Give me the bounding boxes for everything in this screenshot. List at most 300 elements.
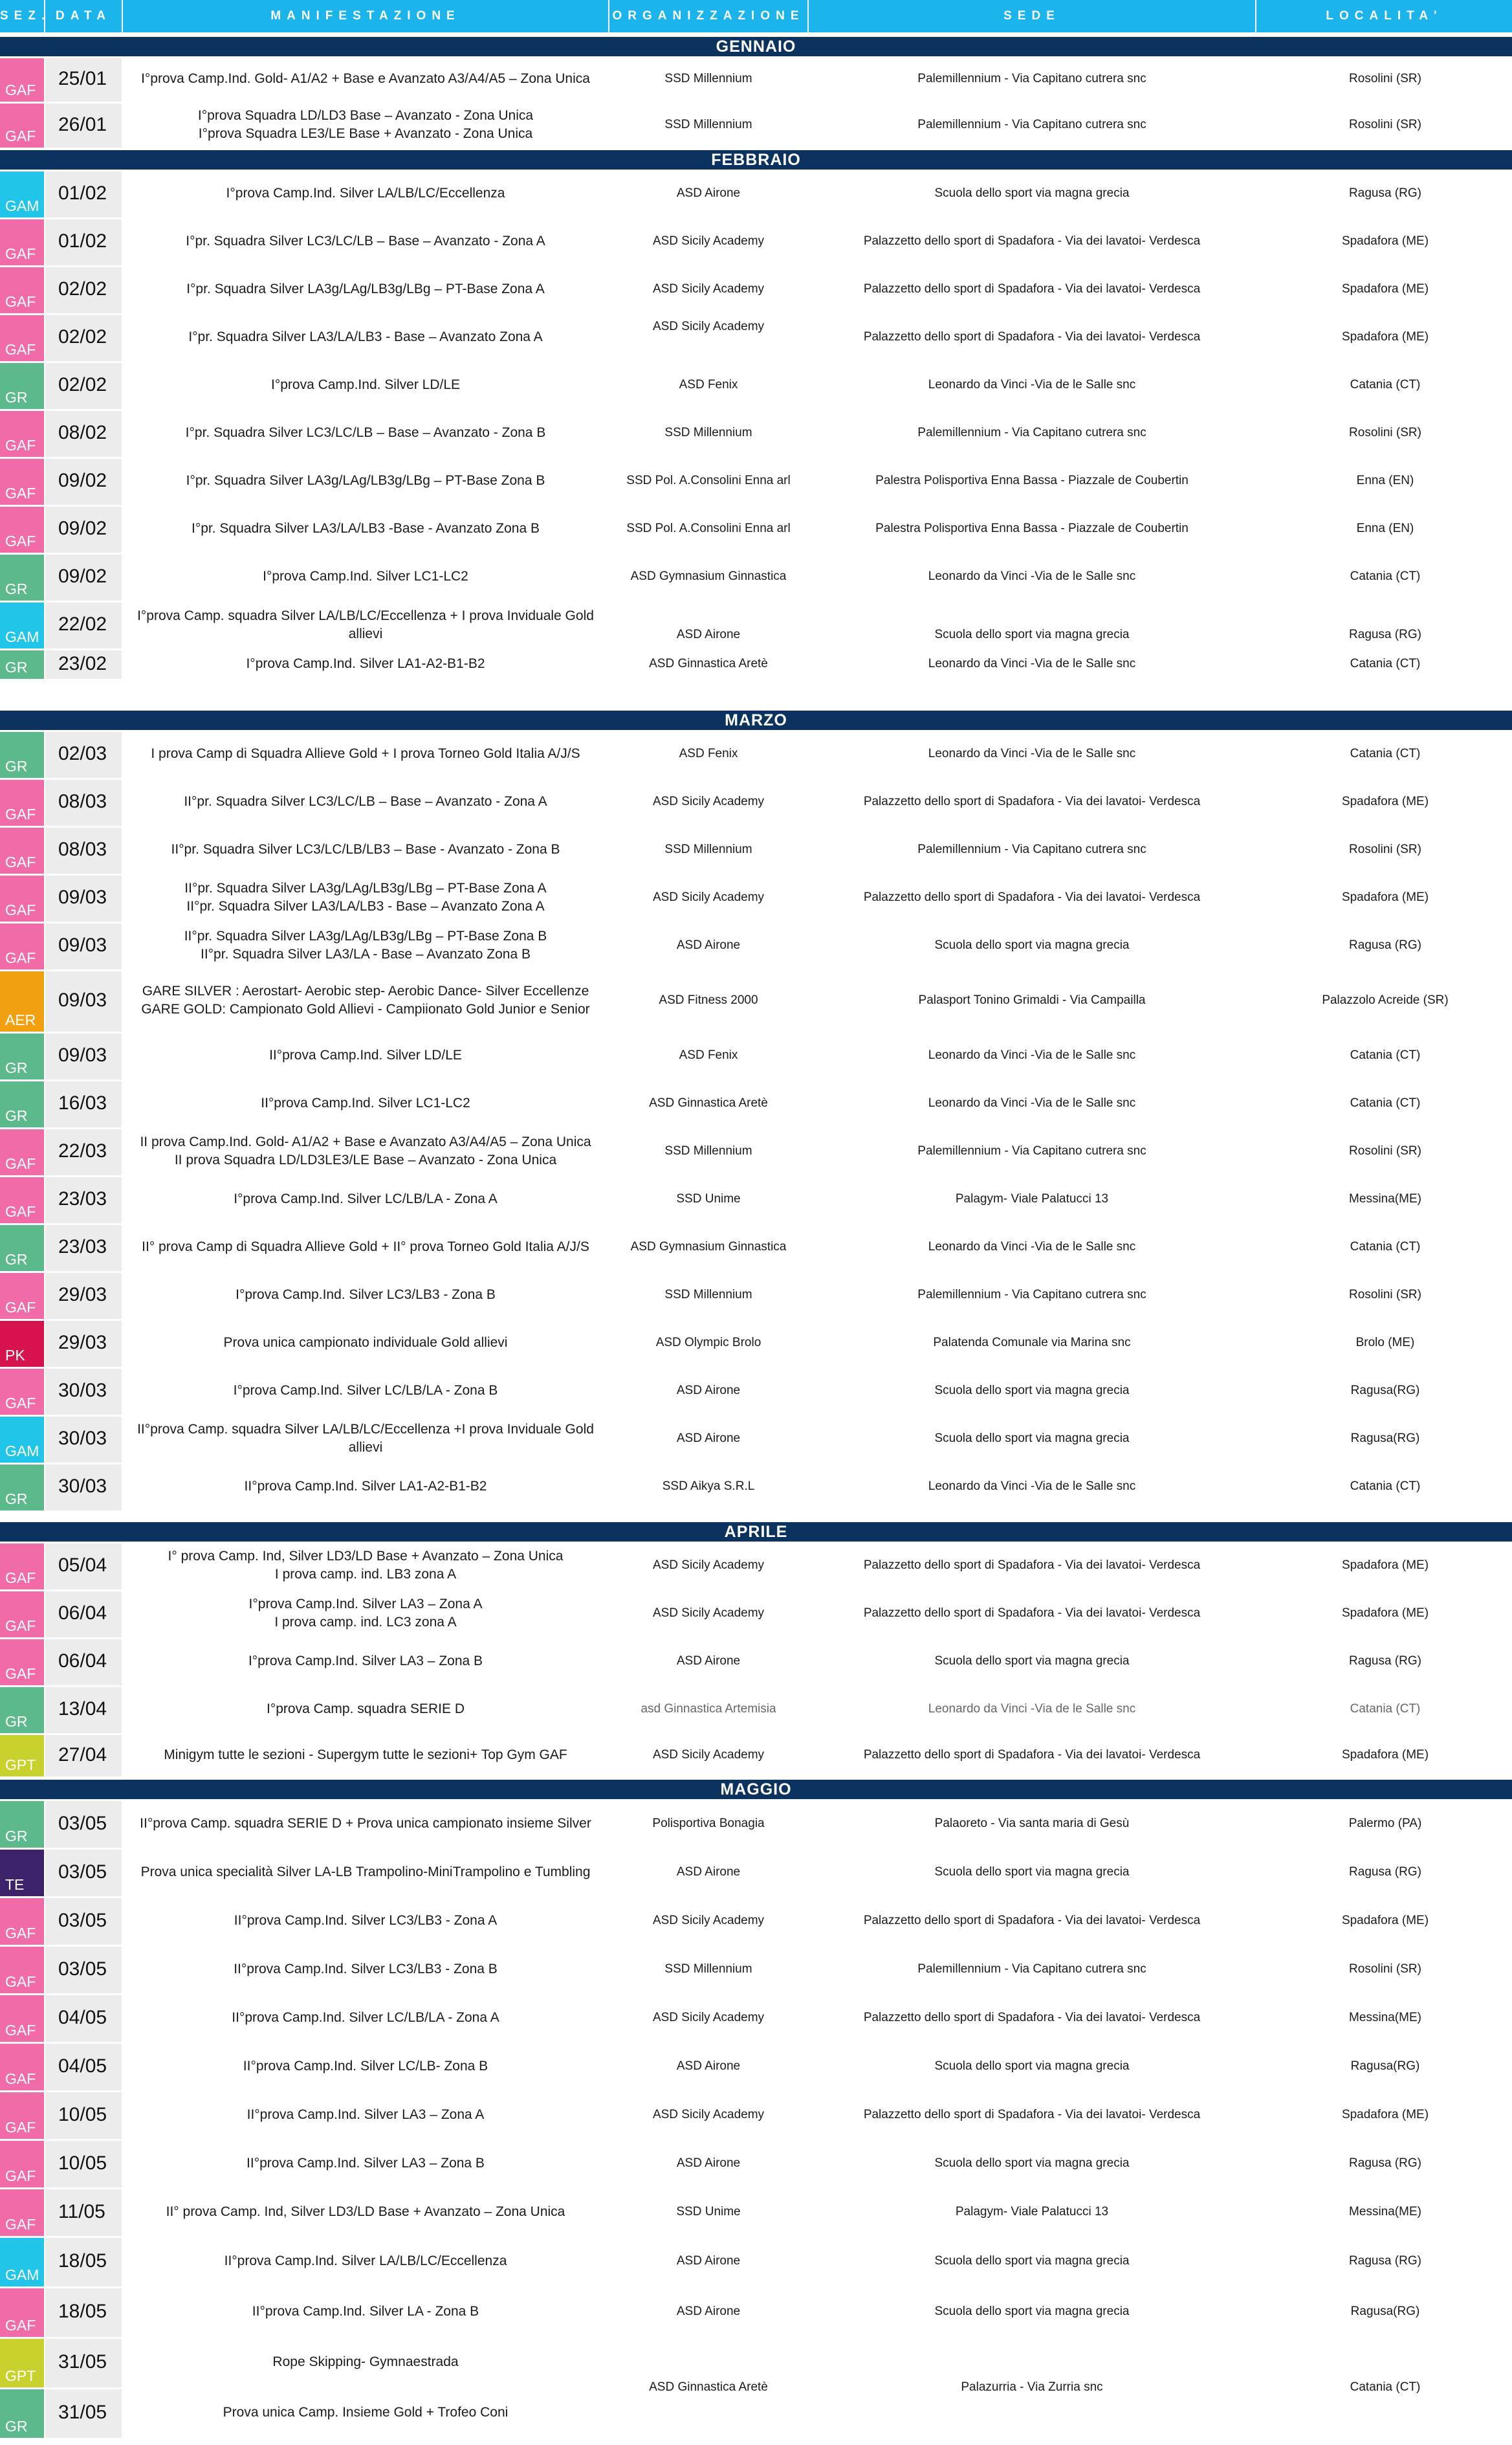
- event-date: 09/03: [58, 990, 107, 1011]
- event-date: 27/04: [58, 1743, 107, 1765]
- event-date: 09/02: [58, 518, 107, 539]
- organizer: ASD Ginnastica Aretè: [649, 656, 768, 670]
- location: Ragusa(RG): [1350, 2059, 1420, 2073]
- section-badge-gr: GR: [0, 1034, 44, 1079]
- location: Ragusa (RG): [1349, 628, 1421, 641]
- location: Ragusa (RG): [1349, 2254, 1421, 2268]
- location: Spadafora (ME): [1341, 1747, 1429, 1762]
- table-row: [0, 2236, 1512, 2286]
- event-date: 03/05: [58, 1909, 107, 1931]
- event-date: 25/01: [58, 68, 107, 89]
- event-name: II°prova Camp.Ind. Silver LC/LB- Zona B: [243, 2058, 488, 2074]
- location: Spadafora (ME): [1341, 795, 1429, 808]
- event-date: 04/05: [58, 2055, 107, 2077]
- organizer: ASD Airone: [676, 2156, 741, 2170]
- event-name: I°prova Squadra LD/LD3 Base – Avanzato - Zona Unica I°prova Squadra LE3/LE Base + Avanzato - Zona Unica: [197, 107, 534, 141]
- event-name: I°prova Camp.Ind. Silver LA1-A2-B1-B2: [246, 656, 485, 671]
- table-row: [0, 170, 1512, 217]
- table-row: [0, 1127, 1512, 1175]
- event-name: II°prova Camp.Ind. Silver LC/LB/LA - Zona A: [232, 2009, 499, 2025]
- event-name: I°pr. Squadra Silver LA3g/LAg/LB3g/LBg – PT-Base Zona A: [186, 282, 545, 296]
- event-name: Rope Skipping- Gymnaestrada: [272, 2354, 459, 2369]
- venue: Palazzetto dello sport di Spadafora - Via dei lavatoi- Verdesca: [863, 891, 1201, 904]
- section-badge-gpt: GPT: [0, 2339, 44, 2387]
- venue: Palazzetto dello sport di Spadafora - Via dei lavatoi- Verdesca: [863, 795, 1201, 808]
- venue: Scuola dello sport via magna grecia: [934, 2305, 1130, 2318]
- location: Spadafora (ME): [1341, 234, 1429, 248]
- location: Catania (CT): [1350, 1048, 1421, 1062]
- event-name: II°prova Camp.Ind. Silver LC3/LB3 - Zona B: [234, 1961, 498, 1976]
- table-row: [0, 265, 1512, 313]
- location: Ragusa (RG): [1349, 1864, 1421, 1879]
- organizer: SSD Millennium: [664, 117, 752, 131]
- location-merged: Catania (CT): [1350, 2380, 1421, 2394]
- venue: Palestra Polisportiva Enna Bassa - Piazzale de Coubertin: [875, 522, 1189, 535]
- section-badge-gaf: GAF: [0, 1591, 44, 1637]
- table-row: [0, 1945, 1512, 1993]
- section-badge-gr: GR: [0, 2389, 44, 2438]
- organizer: ASD Sicily Academy: [652, 1558, 765, 1572]
- location: Ragusa (RG): [1349, 2156, 1421, 2170]
- venue: Leonardo da Vinci -Via de le Salle snc: [928, 378, 1136, 392]
- event-date: 09/02: [58, 566, 107, 587]
- event-date: 26/01: [58, 113, 107, 135]
- table-header: [0, 0, 1512, 32]
- event-name: II° prova Camp di Squadra Allieve Gold + II° prova Torneo Gold Italia A/J/S: [142, 1239, 589, 1254]
- location: Ragusa(RG): [1350, 2305, 1420, 2318]
- section-badge-gaf: GAF: [0, 459, 44, 505]
- venue: Palemillennium - Via Capitano cutrera snc: [917, 1288, 1146, 1301]
- section-badge-gaf: GAF: [0, 1947, 44, 1993]
- section-badge-gaf: GAF: [0, 2288, 44, 2337]
- organizer: ASD Gymnasium Ginnastica: [630, 570, 787, 583]
- location: Ragusa (RG): [1349, 186, 1421, 200]
- section-badge-gr: GR: [0, 1801, 44, 1848]
- location: Catania (CT): [1350, 1479, 1421, 1493]
- table-row: [0, 1223, 1512, 1271]
- location: Spadafora (ME): [1341, 330, 1429, 344]
- table-row: [0, 601, 1512, 648]
- event-date: 08/03: [58, 839, 107, 860]
- organizer: ASD Airone: [676, 186, 741, 200]
- event-name: Prova unica campionato individuale Gold allievi: [223, 1335, 508, 1350]
- location: Rosolini (SR): [1349, 843, 1421, 856]
- table-row: [0, 874, 1512, 922]
- venue: Scuola dello sport via magna grecia: [934, 1864, 1130, 1879]
- event-date: 31/05: [58, 2402, 107, 2423]
- header-section: SEZ.: [0, 0, 45, 32]
- event-name: II°prova Camp. squadra SERIE D + Prova unica campionato insieme Silver: [140, 1815, 591, 1831]
- table-row: [0, 457, 1512, 505]
- event-name: I°prova Camp. squadra Silver LA/LB/LC/Eccellenza + I prova Inviduale Gold allievi: [137, 608, 594, 641]
- location: Ragusa (RG): [1349, 938, 1421, 952]
- header-event: MANIFESTAZIONE: [123, 0, 609, 32]
- header-organization: ORGANIZZAZIONE: [609, 0, 809, 32]
- venue: Leonardo da Vinci -Via de le Salle snc: [928, 1240, 1136, 1254]
- location: Spadafora (ME): [1341, 1606, 1429, 1620]
- month-header-gennaio: GENNAIO: [0, 37, 1512, 56]
- section-badge-gaf: GAF: [0, 411, 44, 457]
- venue: Palazzetto dello sport di Spadafora - Via dei lavatoi- Verdesca: [863, 1558, 1201, 1572]
- venue: Palemillennium - Via Capitano cutrera snc: [917, 117, 1146, 131]
- event-name: II°prova Camp.Ind. Silver LA - Zona B: [252, 2304, 479, 2319]
- section-badge-gaf: GAF: [0, 1639, 44, 1685]
- location: Brolo (ME): [1355, 1336, 1415, 1349]
- event-date: 18/05: [58, 2250, 107, 2272]
- event-name: II°prova Camp.Ind. Silver LA/LB/LC/Eccellenza: [224, 2253, 507, 2268]
- organizer: ASD Airone: [676, 628, 741, 641]
- location: Catania (CT): [1350, 1240, 1421, 1254]
- table-row: [0, 826, 1512, 874]
- organizer: ASD Sicily Academy: [652, 2107, 765, 2121]
- header-venue: SEDE: [809, 0, 1256, 32]
- venue: Scuola dello sport via magna grecia: [934, 628, 1130, 641]
- event-name: GARE SILVER : Aerostart- Aerobic step- Aerobic Dance- Silver Eccellenze GARE GOLD: Campionato Gold Allievi - Campiionato Gold Junior e Senior: [141, 984, 590, 1017]
- event-name: II°pr. Squadra Silver LC3/LC/LB – Base – Avanzato - Zona A: [184, 794, 547, 809]
- organizer: ASD Sicily Academy: [652, 234, 765, 248]
- event-date: 08/03: [58, 791, 107, 812]
- event-date: 10/05: [58, 2152, 107, 2174]
- location: Spadafora (ME): [1341, 1558, 1429, 1572]
- event-name: I°prova Camp.Ind. Silver LC1-LC2: [263, 569, 468, 584]
- venue: Leonardo da Vinci -Via de le Salle snc: [928, 570, 1136, 583]
- event-name: I°pr. Squadra Silver LA3/LA/LB3 -Base - Avanzato Zona B: [192, 521, 540, 536]
- venue: Palazzetto dello sport di Spadafora - Via dei lavatoi- Verdesca: [863, 234, 1201, 248]
- event-date: 23/03: [58, 1236, 107, 1257]
- event-date: 02/02: [58, 374, 107, 395]
- event-name: I°pr. Squadra Silver LA3/LA/LB3 - Base – Avanzato Zona A: [188, 329, 543, 344]
- location: Spadafora (ME): [1341, 1913, 1429, 1927]
- section-badge-gam: GAM: [0, 2238, 44, 2286]
- event-date: 02/02: [58, 278, 107, 300]
- event-name: I°pr. Squadra Silver LC3/LC/LB – Base – Avanzato - Zona B: [185, 425, 546, 440]
- location: Rosolini (SR): [1349, 72, 1421, 85]
- venue: Scuola dello sport via magna grecia: [934, 2059, 1130, 2073]
- event-name: II°prova Camp.Ind. Silver LA3 – Zona B: [247, 2155, 485, 2171]
- table-row: [0, 1733, 1512, 1776]
- venue: Leonardo da Vinci -Via de le Salle snc: [928, 1096, 1136, 1110]
- section-badge-gr: GR: [0, 555, 44, 601]
- section-badge-gr: GR: [0, 1687, 44, 1733]
- event-name: II°prova Camp.Ind. Silver LD/LE: [269, 1048, 462, 1063]
- venue: Scuola dello sport via magna grecia: [934, 1432, 1130, 1445]
- event-name: II°pr. Squadra Silver LA3g/LAg/LB3g/LBg – PT-Base Zona B II°pr. Squadra Silver LA3/LA - Base – Avanzato Zona B: [184, 929, 547, 962]
- event-date: 08/02: [58, 422, 107, 443]
- section-badge-gaf: GAF: [0, 780, 44, 826]
- organizer: SSD Millennium: [664, 426, 752, 439]
- section-badge-gpt: GPT: [0, 1735, 44, 1776]
- organizer: ASD Fenix: [679, 1048, 738, 1062]
- organizer: ASD Sicily Academy: [652, 2010, 765, 2024]
- section-badge-gaf: GAF: [0, 315, 44, 361]
- section-badge-pk: PK: [0, 1321, 44, 1367]
- section-badge-gr: GR: [0, 650, 44, 679]
- section-badge-gaf: GAF: [0, 1995, 44, 2042]
- location: Rosolini (SR): [1349, 426, 1421, 439]
- event-date: 30/03: [58, 1428, 107, 1449]
- event-date: 29/03: [58, 1332, 107, 1353]
- location: Rosolini (SR): [1349, 1144, 1421, 1158]
- event-date: 01/02: [58, 230, 107, 252]
- section-badge-gaf: GAF: [0, 1543, 44, 1589]
- section-badge-gam: GAM: [0, 171, 44, 217]
- section-badge-gr: GR: [0, 1465, 44, 1510]
- event-date: 02/02: [58, 326, 107, 348]
- event-date: 09/03: [58, 1045, 107, 1066]
- location: Ragusa(RG): [1350, 1432, 1420, 1445]
- table-row: [0, 1032, 1512, 1079]
- location: Palermo (PA): [1348, 1816, 1422, 1830]
- table-row: [0, 1896, 1512, 1945]
- location: Catania (CT): [1350, 747, 1421, 760]
- event-date: 13/04: [58, 1698, 107, 1720]
- event-name: I°pr. Squadra Silver LC3/LC/LB – Base – Avanzato - Zona A: [186, 234, 545, 249]
- venue: Palemillennium - Via Capitano cutrera snc: [917, 843, 1146, 856]
- organizer: ASD Airone: [676, 1432, 741, 1445]
- table-row: [0, 1685, 1512, 1733]
- month-header-marzo: MARZO: [0, 711, 1512, 730]
- venue: Palaoreto - Via santa maria di Gesù: [934, 1816, 1130, 1830]
- table-row: [0, 1848, 1512, 1896]
- organizer: ASD Olympic Brolo: [655, 1336, 761, 1349]
- table-row: [0, 648, 1512, 679]
- section-badge-gaf: GAF: [0, 58, 44, 102]
- table-row: [0, 56, 1512, 102]
- event-date: 09/03: [58, 887, 107, 908]
- organizer: ASD Sicily Academy: [652, 1913, 765, 1927]
- header-date: DATA: [45, 0, 123, 32]
- location: Enna (EN): [1356, 474, 1414, 487]
- table-row: [0, 1589, 1512, 1637]
- location: Rosolini (SR): [1349, 117, 1421, 131]
- event-name: II°prova Camp. squadra Silver LA/LB/LC/Eccellenza +I prova Inviduale Gold allievi: [137, 1422, 594, 1455]
- table-row: [0, 1319, 1512, 1367]
- section-badge-gaf: GAF: [0, 924, 44, 969]
- location: Catania (CT): [1350, 1096, 1421, 1110]
- event-date: 09/03: [58, 935, 107, 956]
- section-badge-gam: GAM: [0, 603, 44, 648]
- table-row: [0, 922, 1512, 969]
- event-name: II°prova Camp.Ind. Silver LA1-A2-B1-B2: [244, 1479, 487, 1494]
- event-name: Prova unica Camp. Insieme Gold + Trofeo Coni: [223, 2405, 509, 2420]
- section-badge-gaf: GAF: [0, 2141, 44, 2187]
- table-row: [0, 1415, 1512, 1463]
- venue: Palemillennium - Via Capitano cutrera snc: [917, 72, 1146, 85]
- event-date: 30/03: [58, 1476, 107, 1497]
- event-date: 22/02: [58, 614, 107, 635]
- event-name: II°prova Camp.Ind. Silver LC1-LC2: [261, 1096, 470, 1111]
- location: Messina(ME): [1349, 2204, 1421, 2218]
- table-row: [0, 730, 1512, 778]
- venue: Leonardo da Vinci -Via de le Salle snc: [928, 1702, 1136, 1716]
- organizer: SSD Millennium: [664, 843, 752, 856]
- venue: Palazzetto dello sport di Spadafora - Via dei lavatoi- Verdesca: [863, 2010, 1201, 2024]
- organizer: SSD Millennium: [664, 72, 752, 85]
- month-header-febbraio: FEBBRAIO: [0, 150, 1512, 170]
- event-name: I° prova Camp. Ind, Silver LD3/LD Base + Avanzato – Zona Unica I prova camp. ind. LB3 zona A: [168, 1549, 564, 1582]
- event-name: I°prova Camp.Ind. Silver LC/LB/LA - Zona A: [234, 1191, 498, 1206]
- venue: Leonardo da Vinci -Via de le Salle snc: [928, 747, 1136, 760]
- section-badge-gr: GR: [0, 732, 44, 778]
- table-row: [0, 2286, 1512, 2337]
- event-date: 29/03: [58, 1284, 107, 1305]
- location: Rosolini (SR): [1349, 1962, 1421, 1976]
- event-name: II°pr. Squadra Silver LC3/LC/LB/LB3 – Base - Avanzato - Zona B: [171, 842, 560, 857]
- organizer: SSD Millennium: [664, 1962, 752, 1976]
- section-badge-gr: GR: [0, 1081, 44, 1127]
- organizer: ASD Fenix: [679, 378, 738, 392]
- table-row: [0, 778, 1512, 826]
- table-row: [0, 969, 1512, 1032]
- event-date: 06/04: [58, 1602, 107, 1624]
- venue: Leonardo da Vinci -Via de le Salle snc: [928, 1048, 1136, 1062]
- venue: Palemillennium - Via Capitano cutrera snc: [917, 1144, 1146, 1158]
- venue: Scuola dello sport via magna grecia: [934, 2156, 1130, 2170]
- event-name: I°prova Camp. squadra SERIE D: [266, 1701, 465, 1716]
- organizer: SSD Unime: [676, 2204, 741, 2218]
- organizer: ASD Sicily Academy: [652, 1747, 765, 1762]
- section-badge-gaf: GAF: [0, 1177, 44, 1223]
- event-date: 11/05: [58, 2200, 105, 2222]
- organizer: ASD Sicily Academy: [652, 320, 765, 333]
- event-date: 04/05: [58, 2006, 107, 2028]
- event-name: I°pr. Squadra Silver LA3g/LAg/LB3g/LBg – PT-Base Zona B: [186, 473, 545, 488]
- location: Palazzolo Acreide (SR): [1322, 993, 1449, 1007]
- venue: Palemillennium - Via Capitano cutrera snc: [917, 426, 1146, 439]
- venue: Scuola dello sport via magna grecia: [934, 1654, 1130, 1668]
- section-badge-gaf: GAF: [0, 507, 44, 553]
- organizer: ASD Airone: [676, 2305, 741, 2318]
- location: Spadafora (ME): [1341, 891, 1429, 904]
- venue: Leonardo da Vinci -Via de le Salle snc: [928, 656, 1136, 670]
- venue: Palatenda Comunale via Marina snc: [933, 1336, 1131, 1349]
- organizer: SSD Millennium: [664, 1144, 752, 1158]
- section-badge-aer: AER: [0, 971, 44, 1032]
- location: Messina(ME): [1349, 1192, 1421, 1206]
- event-date: 22/03: [58, 1140, 107, 1162]
- event-name: II prova Camp.Ind. Gold- A1/A2 + Base e Avanzato A3/A4/A5 – Zona Unica II prova Squadra LD/LD3LE3/LE Base – Avanzato - Zona Unica: [140, 1134, 591, 1167]
- venue: Scuola dello sport via magna grecia: [934, 186, 1130, 200]
- section-badge-gr: GR: [0, 1225, 44, 1271]
- event-date: 05/04: [58, 1554, 107, 1576]
- table-row: [0, 1993, 1512, 2042]
- organizer: SSD Unime: [676, 1192, 741, 1206]
- event-date: 02/03: [58, 743, 107, 764]
- section-badge-gaf: GAF: [0, 267, 44, 313]
- month-header-maggio: MAGGIO: [0, 1780, 1512, 1799]
- organizer: ASD Gymnasium Ginnastica: [630, 1240, 787, 1254]
- section-badge-gaf: GAF: [0, 2092, 44, 2139]
- event-name: Minigym tutte le sezioni - Supergym tutte le sezioni+ Top Gym GAF: [164, 1747, 567, 1762]
- organizer-merged: ASD Ginnastica Aretè: [649, 2380, 768, 2394]
- location: Spadafora (ME): [1341, 2107, 1429, 2121]
- event-name: I°prova Camp.Ind. Silver LC/LB/LA - Zona B: [233, 1383, 498, 1398]
- organizer: ASD Sicily Academy: [652, 282, 765, 296]
- event-date: 03/05: [58, 1812, 107, 1834]
- organizer: ASD Airone: [676, 1384, 741, 1397]
- event-name: I°prova Camp.Ind. Silver LA3 – Zona A I prova camp. ind. LC3 zona A: [248, 1597, 483, 1630]
- venue: Scuola dello sport via magna grecia: [934, 1384, 1130, 1397]
- table-row: [0, 1271, 1512, 1319]
- location: Catania (CT): [1350, 378, 1421, 392]
- location: Ragusa(RG): [1350, 1384, 1420, 1397]
- event-date: 18/05: [58, 2301, 107, 2322]
- location: Catania (CT): [1350, 570, 1421, 583]
- event-date: 03/05: [58, 1861, 107, 1883]
- organizer: ASD Ginnastica Aretè: [649, 1096, 768, 1110]
- section-badge-gaf: GAF: [0, 876, 44, 922]
- organizer: SSD Pol. A.Consolini Enna arl: [626, 474, 791, 487]
- organizer: ASD Sicily Academy: [652, 795, 765, 808]
- venue: Palagym- Viale Palatucci 13: [955, 1192, 1109, 1206]
- event-name: II°prova Camp.Ind. Silver LA3 – Zona A: [247, 2107, 485, 2122]
- venue: Palestra Polisportiva Enna Bassa - Piazzale de Coubertin: [875, 474, 1189, 487]
- event-name: Prova unica specialità Silver LA-LB Trampolino-MiniTrampolino e Tumbling: [140, 1864, 591, 1879]
- table-row: [0, 2139, 1512, 2187]
- venue: Leonardo da Vinci -Via de le Salle snc: [928, 1479, 1136, 1493]
- location: Catania (CT): [1350, 1702, 1421, 1716]
- event-name: II°pr. Squadra Silver LA3g/LAg/LB3g/LBg – PT-Base Zona A II°pr. Squadra Silver LA3/LA/LB3 - Base – Avanzato Zona A: [184, 881, 547, 914]
- event-name: I°prova Camp.Ind. Gold- A1/A2 + Base e Avanzato A3/A4/A5 – Zona Unica: [141, 71, 590, 86]
- venue: Palagym- Viale Palatucci 13: [955, 2204, 1109, 2218]
- table-row: [0, 1367, 1512, 1415]
- event-date: 23/02: [58, 652, 107, 674]
- venue: Palazzetto dello sport di Spadafora - Via dei lavatoi- Verdesca: [863, 282, 1201, 296]
- section-badge-gaf: GAF: [0, 1273, 44, 1319]
- table-row: [0, 2042, 1512, 2090]
- table-row: [0, 1463, 1512, 1510]
- event-date: 31/05: [58, 2351, 107, 2373]
- event-name: II°prova Camp.Ind. Silver LC3/LB3 - Zona A: [234, 1912, 498, 1928]
- venue: Scuola dello sport via magna grecia: [934, 2254, 1130, 2268]
- section-badge-gaf: GAF: [0, 104, 44, 148]
- section-badge-gaf: GAF: [0, 1898, 44, 1945]
- section-badge-gr: GR: [0, 363, 44, 409]
- organizer: ASD Airone: [676, 2059, 741, 2073]
- section-badge-gaf: GAF: [0, 1369, 44, 1415]
- organizer: ASD Fenix: [679, 747, 738, 760]
- venue-merged: Palazurria - Via Zurria snc: [961, 2380, 1103, 2394]
- organizer: ASD Airone: [676, 938, 741, 952]
- organizer: SSD Aikya S.R.L: [662, 1479, 755, 1493]
- table-row: [0, 553, 1512, 601]
- location: Rosolini (SR): [1349, 1288, 1421, 1301]
- organizer: ASD Airone: [676, 1654, 741, 1668]
- month-header-aprile: APRILE: [0, 1522, 1512, 1542]
- table-row: [0, 217, 1512, 265]
- organizer: ASD Airone: [676, 2254, 741, 2268]
- section-badge-gaf: GAF: [0, 1129, 44, 1175]
- venue: Palemillennium - Via Capitano cutrera snc: [917, 1962, 1146, 1976]
- organizer: ASD Sicily Academy: [652, 1606, 765, 1620]
- table-row: [0, 1542, 1512, 1589]
- event-name: II° prova Camp. Ind, Silver LD3/LD Base + Avanzato – Zona Unica: [166, 2204, 565, 2219]
- section-badge-gaf: GAF: [0, 2189, 44, 2236]
- event-date: 10/05: [58, 2103, 107, 2125]
- organizer: SSD Millennium: [664, 1288, 752, 1301]
- table-row: [0, 313, 1512, 361]
- section-badge-gaf: GAF: [0, 2044, 44, 2090]
- event-date: 09/02: [58, 470, 107, 491]
- venue: Palazzetto dello sport di Spadafora - Via dei lavatoi- Verdesca: [863, 330, 1201, 344]
- venue: Scuola dello sport via magna grecia: [934, 938, 1130, 952]
- event-name: I prova Camp di Squadra Allieve Gold + I prova Torneo Gold Italia A/J/S: [151, 746, 580, 761]
- organizer: ASD Sicily Academy: [652, 891, 765, 904]
- section-badge-gam: GAM: [0, 1417, 44, 1463]
- venue: Palazzetto dello sport di Spadafora - Via dei lavatoi- Verdesca: [863, 1747, 1201, 1762]
- table-row: [0, 1175, 1512, 1223]
- event-name: I°prova Camp.Ind. Silver LA/LB/LC/Eccellenza: [226, 186, 505, 201]
